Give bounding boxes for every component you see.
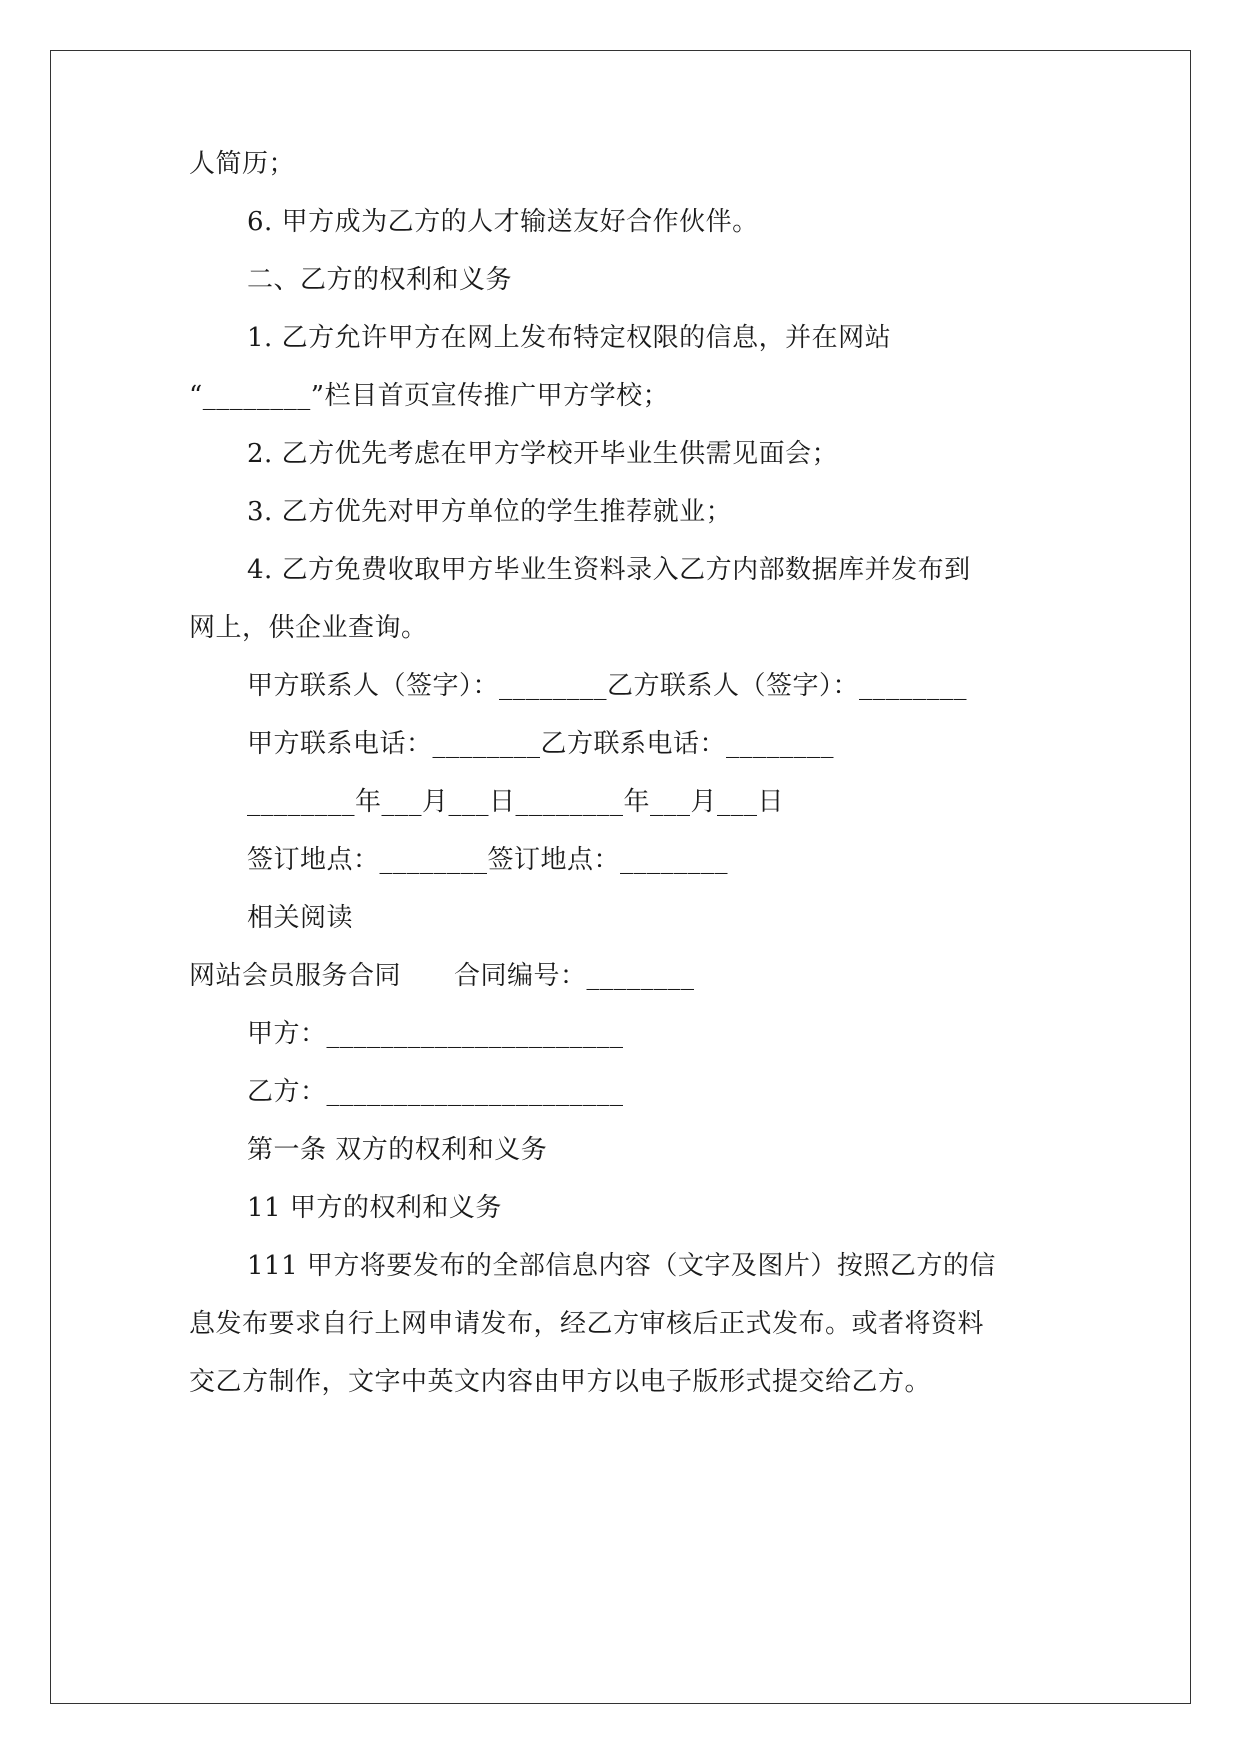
- location-line: 签订地点：________签订地点：________: [247, 845, 729, 875]
- text-line: 人简历；: [189, 149, 296, 179]
- text-line: 4. 乙方免费收取甲方毕业生资料录入乙方内部数据库并发布到: [247, 555, 971, 585]
- text-line: 6. 甲方成为乙方的人才输送友好合作伙伴。: [247, 207, 759, 237]
- phone-line: 甲方联系电话：________乙方联系电话：________: [247, 729, 835, 759]
- text-line: 网上，供企业查询。: [189, 613, 428, 643]
- page-border: [50, 50, 1191, 1704]
- text-line: 息发布要求自行上网申请发布，经乙方审核后正式发布。或者将资料: [189, 1309, 985, 1339]
- text-line: 1. 乙方允许甲方在网上发布特定权限的信息，并在网站: [247, 323, 892, 353]
- text-line: “________”栏目首页宣传推广甲方学校；: [189, 381, 670, 411]
- contract-title-line: 网站会员服务合同 合同编号：________: [189, 961, 695, 991]
- text-line: 2. 乙方优先考虑在甲方学校开毕业生供需见面会；: [247, 439, 839, 469]
- text-line: 111 甲方将要发布的全部信息内容（文字及图片）按照乙方的信: [247, 1251, 996, 1281]
- related-reading-heading: 相关阅读: [247, 903, 354, 933]
- text-line: 交乙方制作，文字中英文内容由甲方以电子版形式提交给乙方。: [189, 1367, 932, 1397]
- clause-heading: 11 甲方的权利和义务: [247, 1193, 502, 1223]
- signature-line: 甲方联系人（签字）：________乙方联系人（签字）：________: [247, 671, 968, 701]
- date-line: ________年___月___日________年___月___日: [247, 787, 785, 817]
- party-b-line: 乙方：______________________: [247, 1077, 624, 1107]
- party-a-line: 甲方：______________________: [247, 1019, 624, 1049]
- article-heading: 第一条 双方的权利和义务: [247, 1135, 548, 1165]
- text-line: 3. 乙方优先对甲方单位的学生推荐就业；: [247, 497, 733, 527]
- section-heading: 二、乙方的权利和义务: [247, 265, 513, 295]
